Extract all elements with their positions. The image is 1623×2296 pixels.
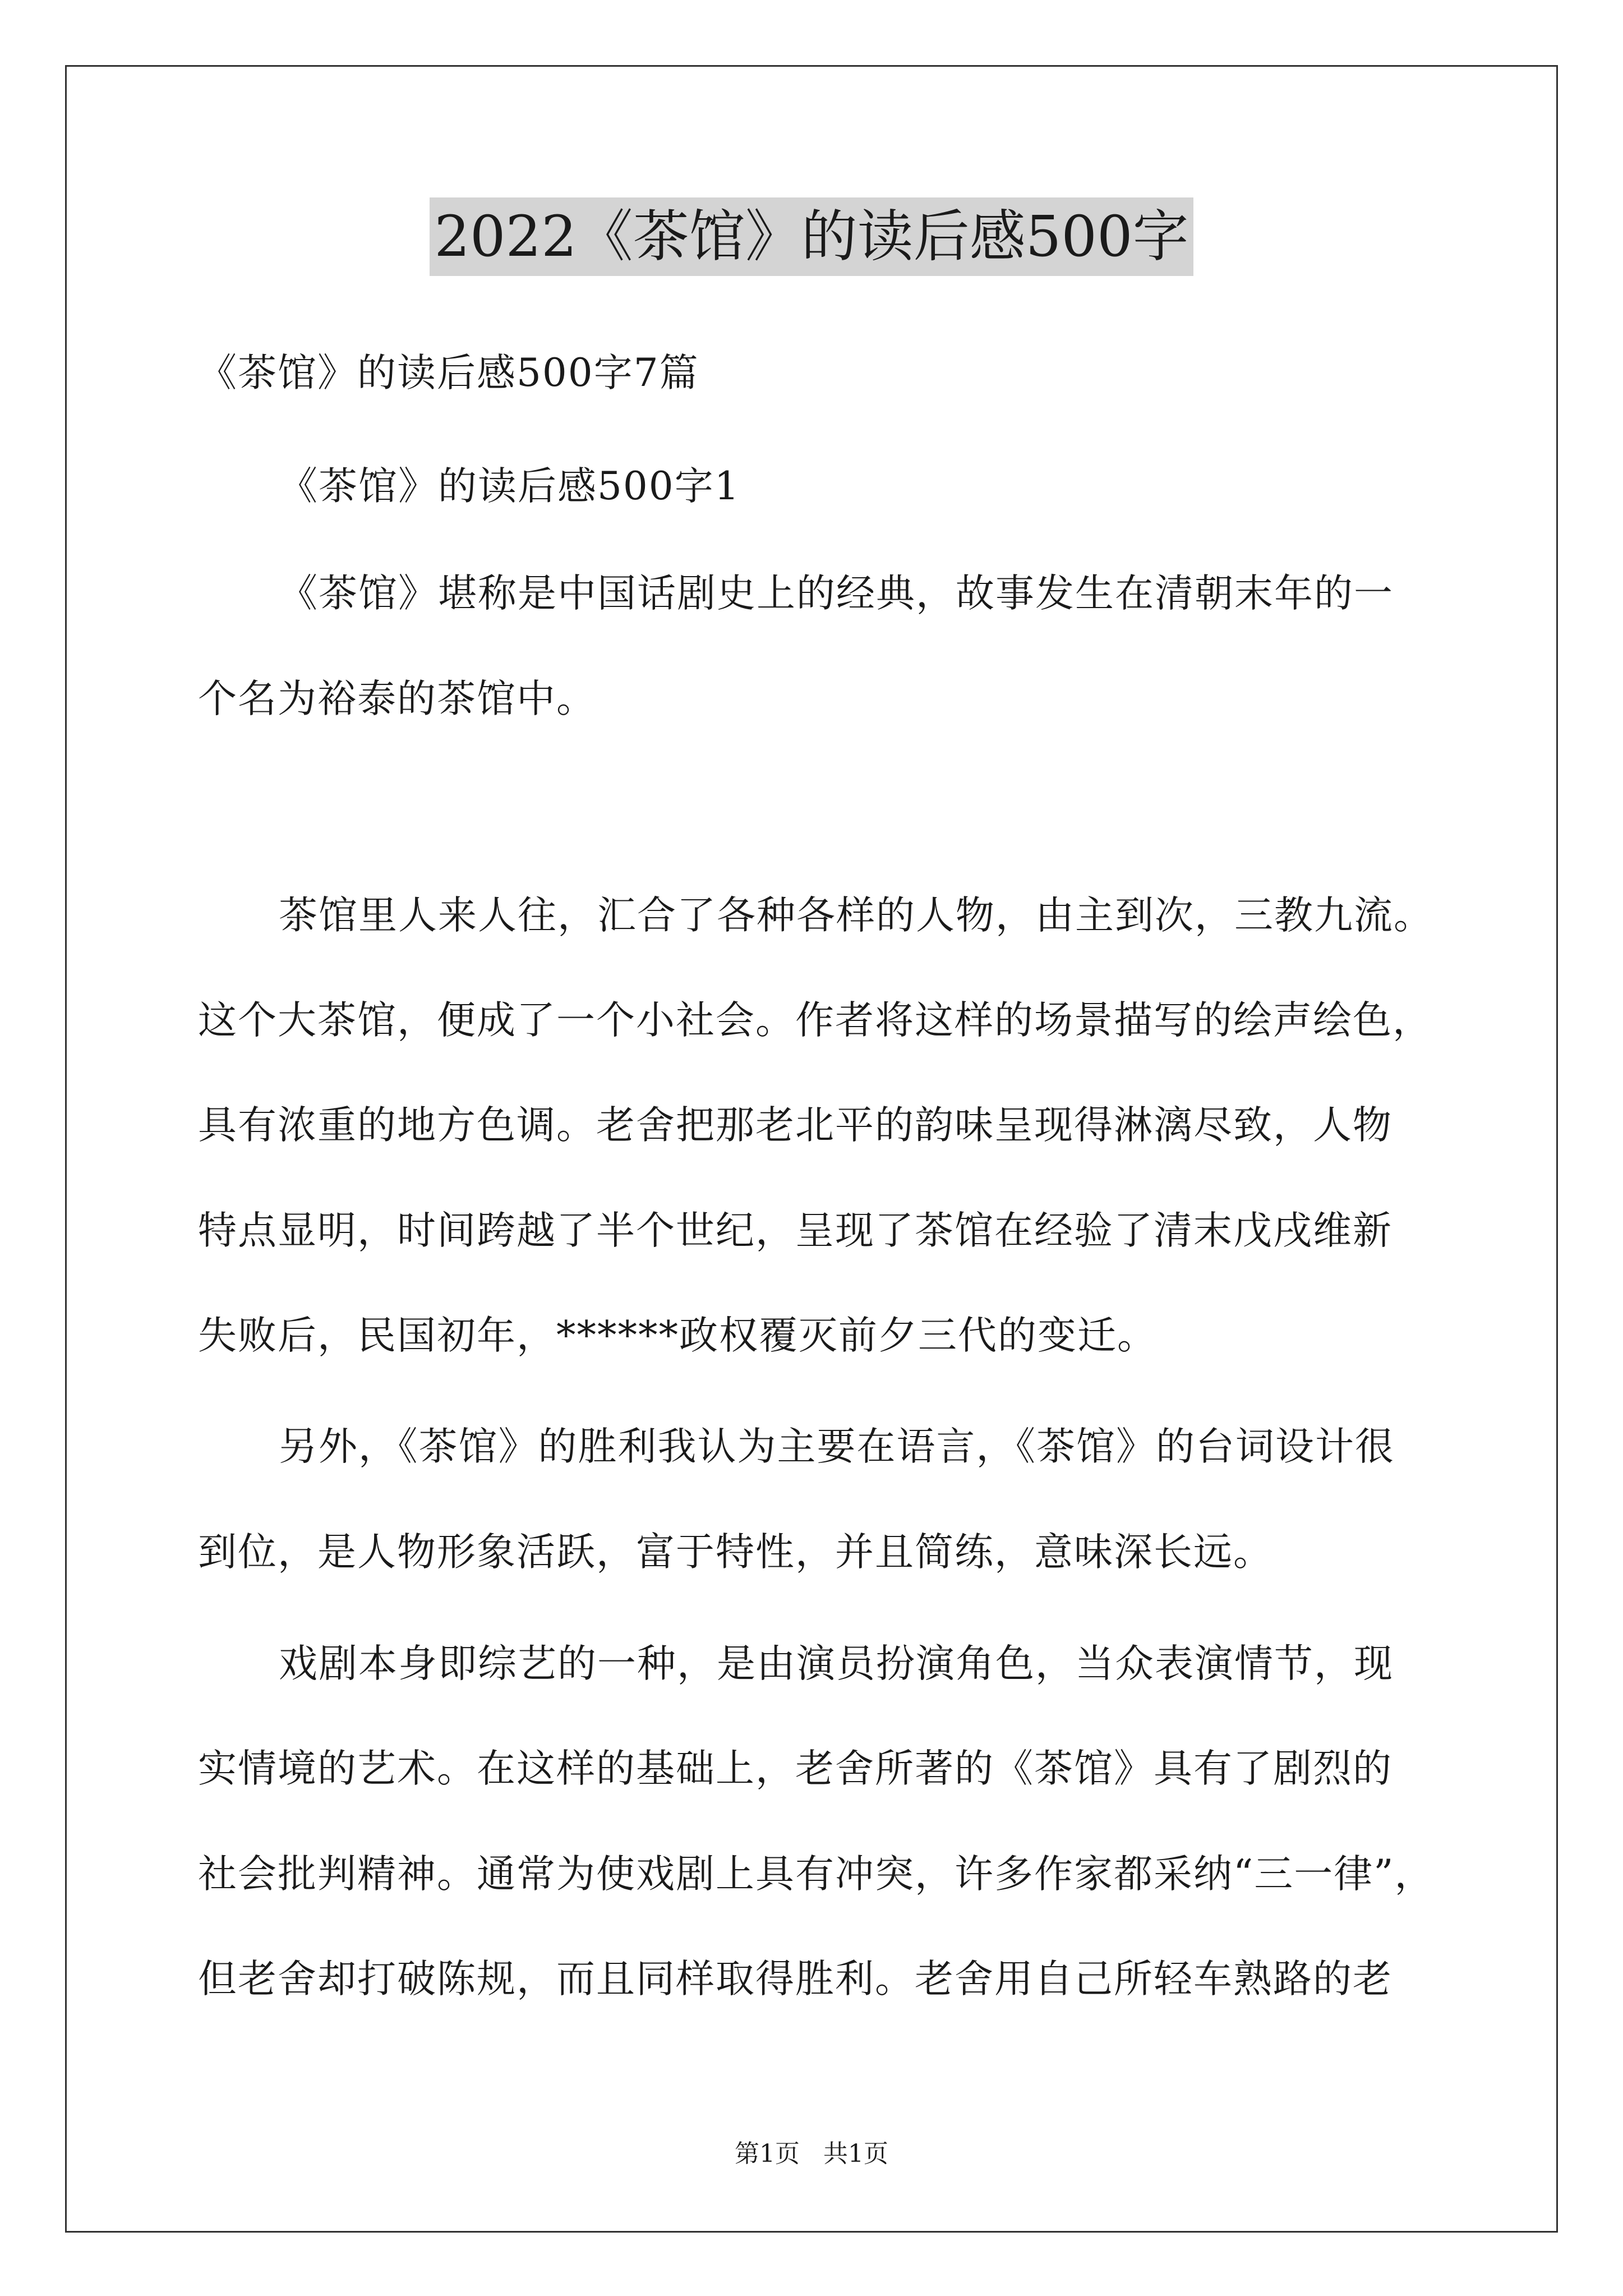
paragraph-line-7: 失败后，民国初年，******政权覆灭前夕三代的变迁。: [198, 1313, 1157, 1358]
paragraph-line-10: 戏剧本身即综艺的一种，是由演员扮演角色，当众表演情节，现: [279, 1641, 1394, 1686]
paragraph-line-4: 这个大茶馆，便成了一个小社会。作者将这样的场景描写的绘声绘色，: [198, 998, 1432, 1043]
paragraph-line-5: 具有浓重的地方色调。老舍把那老北平的韵味呈现得淋漓尽致，人物: [198, 1103, 1393, 1148]
document-subtitle: 《茶馆》的读后感500字7篇: [198, 351, 699, 395]
paragraph-line-9: 到位，是人物形象活跃，富于特性，并且简练，意味深长远。: [198, 1530, 1273, 1575]
paragraph-line-1: 《茶馆》堪称是中国话剧史上的经典，故事发生在清朝末年的一: [279, 571, 1394, 616]
title-container: [0, 197, 1623, 276]
paragraph-line-13: 但老舍却打破陈规，而且同样取得胜利。老舍用自己所轻车熟路的老: [198, 1957, 1393, 2001]
paragraph-line-12: 社会批判精神。通常为使戏剧上具有冲突，许多作家都采纳“三一律”，: [198, 1852, 1435, 1897]
page-footer: 第1页 共1页: [735, 2139, 888, 2168]
paragraph-line-8: 另外，《茶馆》的胜利我认为主要在语言，《茶馆》的台词设计很: [279, 1424, 1395, 1469]
section-heading: 《茶馆》的读后感500字1: [279, 464, 740, 509]
paragraph-line-6: 特点显明，时间跨越了半个世纪，呈现了茶馆在经验了清末戊戌维新: [198, 1208, 1393, 1253]
paragraph-line-2: 个名为裕泰的茶馆中。: [198, 677, 596, 721]
document-title: 2022《茶馆》的读后感500字: [430, 197, 1193, 276]
paragraph-line-3: 茶馆里人来人往，汇合了各种各样的人物，由主到次，三教九流。: [279, 893, 1433, 938]
paragraph-line-11: 实情境的艺术。在这样的基础上，老舍所著的《茶馆》具有了剧烈的: [198, 1746, 1393, 1791]
